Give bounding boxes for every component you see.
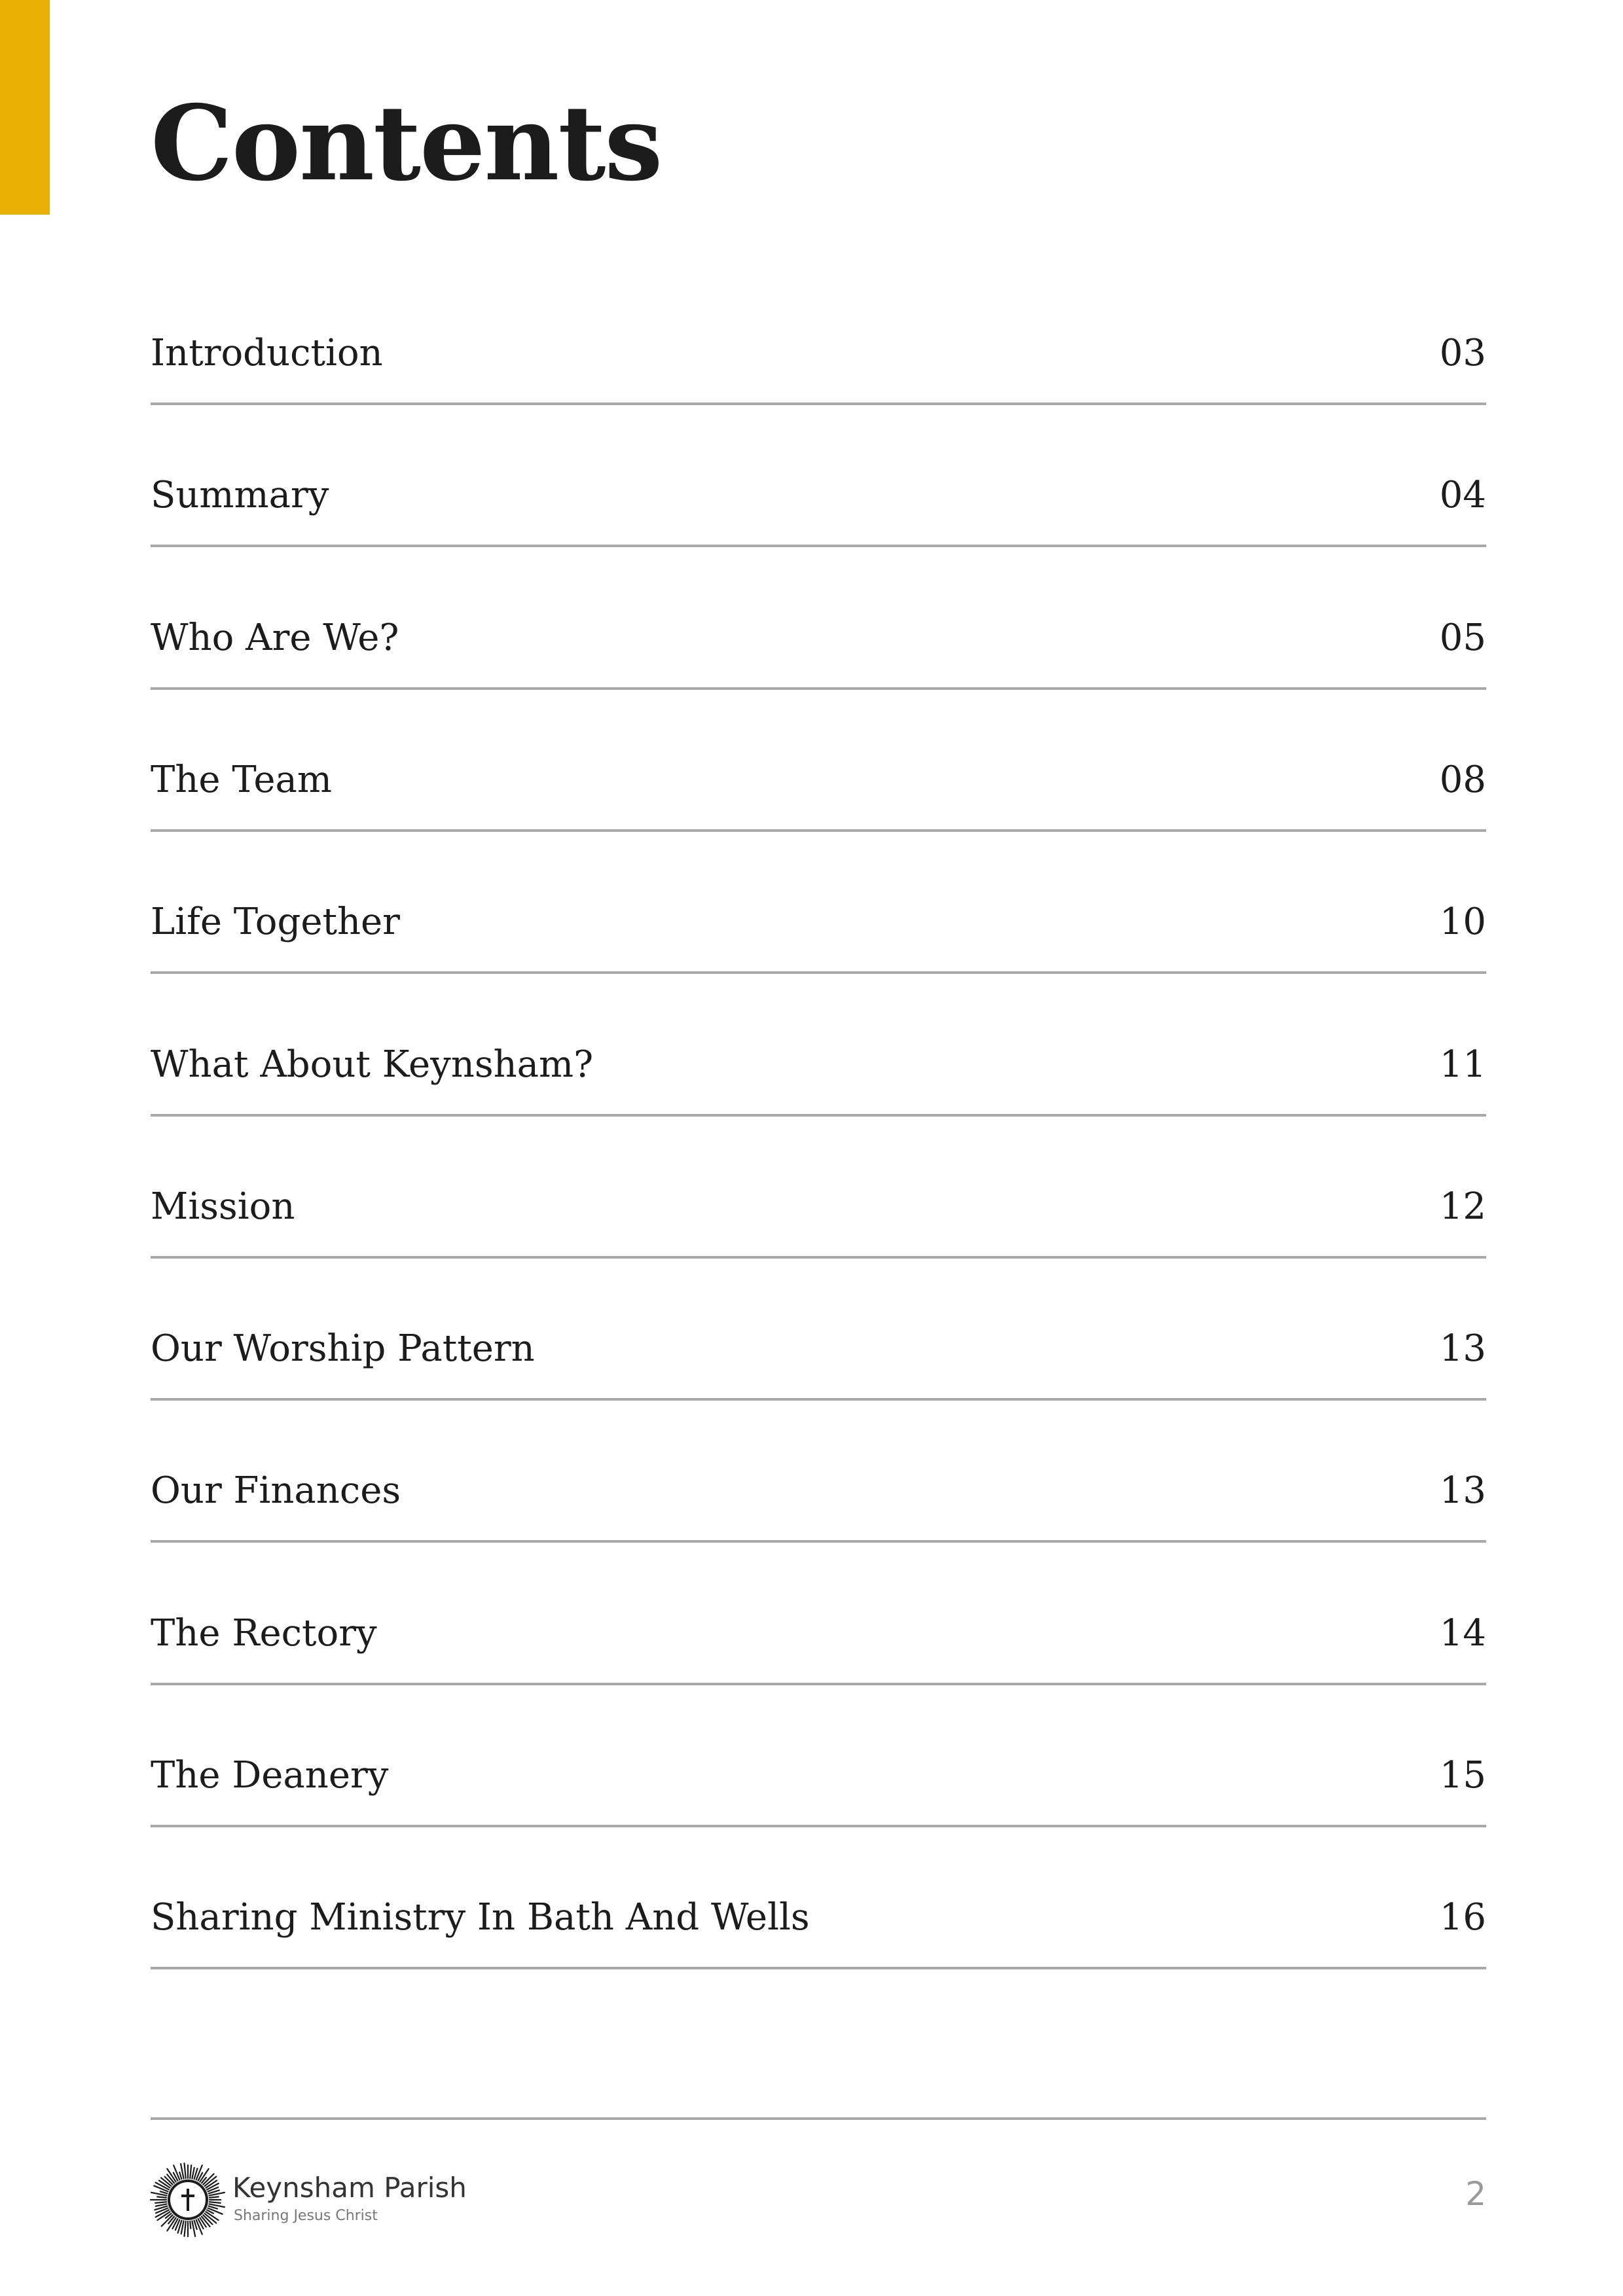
toc-entry-page: 11 (1439, 1043, 1486, 1086)
toc-entry-who-are-we[interactable] (151, 547, 1486, 690)
toc-entry-introduction[interactable] (151, 262, 1486, 405)
toc-entry-page: 14 (1439, 1611, 1486, 1655)
toc-entry-summary[interactable] (151, 404, 1486, 547)
toc-entry-our-finances[interactable] (151, 1399, 1486, 1543)
footer-divider (151, 2117, 1486, 2120)
toc-entry-page: 10 (1439, 901, 1486, 944)
toc-entry-page: 08 (1439, 758, 1486, 801)
footer-tagline: Sharing Jesus Christ (234, 2208, 378, 2224)
accent-bar (0, 0, 50, 215)
toc-entry-label: Our Finances (151, 1469, 401, 1513)
toc-entry-mission[interactable] (151, 1115, 1486, 1259)
toc-entry-page: 16 (1439, 1896, 1486, 1939)
toc-entry-page: 12 (1439, 1185, 1486, 1228)
toc-entry-label: Our Worship Pattern (151, 1327, 535, 1371)
toc-entry-page: 04 (1439, 474, 1486, 517)
toc-entry-label: The Rectory (151, 1611, 377, 1655)
toc-entry-label: Sharing Ministry In Bath And Wells (151, 1896, 810, 1939)
sunburst-cross-icon (149, 2161, 227, 2238)
toc-entry-label: Introduction (151, 332, 383, 374)
toc-entry-the-rectory[interactable] (151, 1542, 1486, 1685)
toc-entry-the-deanery[interactable] (151, 1684, 1486, 1827)
toc-entry-label: Who Are We? (151, 616, 399, 659)
toc-entry-label: Summary (151, 474, 329, 517)
toc-entry-what-about-keynsham[interactable] (151, 973, 1486, 1117)
page-number: 2 (1465, 2175, 1486, 2213)
toc-entry-page: 13 (1439, 1469, 1486, 1513)
toc-entry-page: 15 (1439, 1754, 1486, 1797)
toc-entry-label: The Team (151, 758, 332, 801)
toc-entry-the-team[interactable] (151, 689, 1486, 832)
toc-entry-label: What About Keynsham? (151, 1043, 594, 1086)
toc-entry-label: Mission (151, 1185, 295, 1228)
toc-entry-page: 05 (1439, 616, 1486, 659)
toc-entry-our-worship-pattern[interactable] (151, 1257, 1486, 1401)
toc-entry-label: Life Together (151, 901, 400, 944)
toc-entry-sharing-ministry[interactable] (151, 1826, 1486, 1969)
toc-entry-page: 03 (1439, 332, 1486, 374)
footer-org-name: Keynsham Parish (232, 2172, 467, 2204)
toc-entry-page: 13 (1439, 1327, 1486, 1371)
page-title: Contents (151, 83, 662, 204)
toc-entry-label: The Deanery (151, 1754, 389, 1797)
toc-entry-life-together[interactable] (151, 831, 1486, 974)
